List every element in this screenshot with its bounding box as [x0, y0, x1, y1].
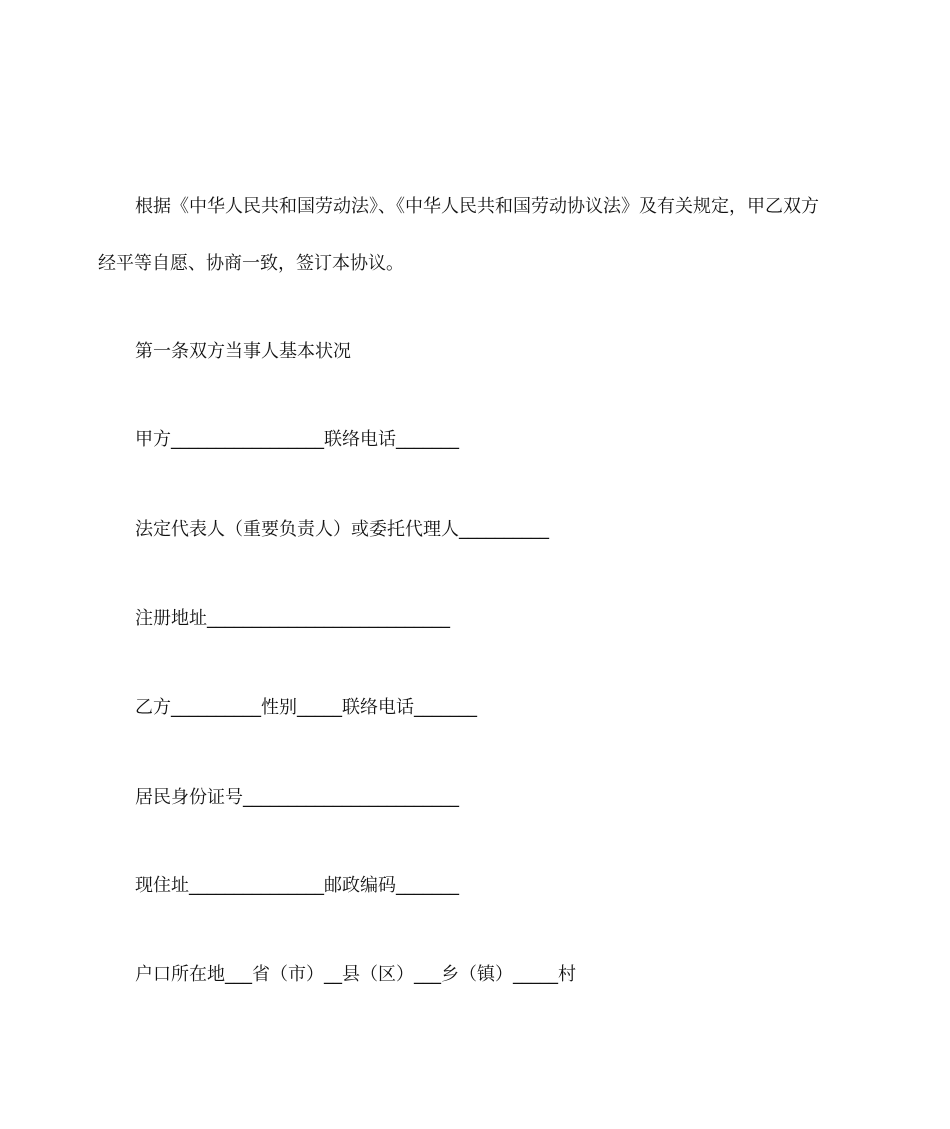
intro-paragraph-line-2: 经平等自愿、协商一致，签订本协议。	[98, 253, 404, 274]
household-registration-line: 户口所在地___省（市）__县（区）___乡（镇）_____村	[135, 964, 576, 985]
current-address-line: 现住址_______________邮政编码_______	[135, 875, 459, 896]
intro-paragraph-line-1: 根据《中华人民共和国劳动法》、《中华人民共和国劳动协议法》及有关规定，甲乙双方	[135, 196, 819, 217]
party-a-line: 甲方_________________联络电话_______	[135, 429, 459, 450]
id-number-line: 居民身份证号________________________	[135, 787, 459, 808]
party-b-line: 乙方__________性别_____联络电话_______	[135, 697, 477, 718]
legal-representative-line: 法定代表人（重要负责人）或委托代理人__________	[135, 519, 549, 540]
registered-address-line: 注册地址___________________________	[135, 608, 450, 629]
article-1-heading: 第一条双方当事人基本状况	[135, 341, 351, 362]
